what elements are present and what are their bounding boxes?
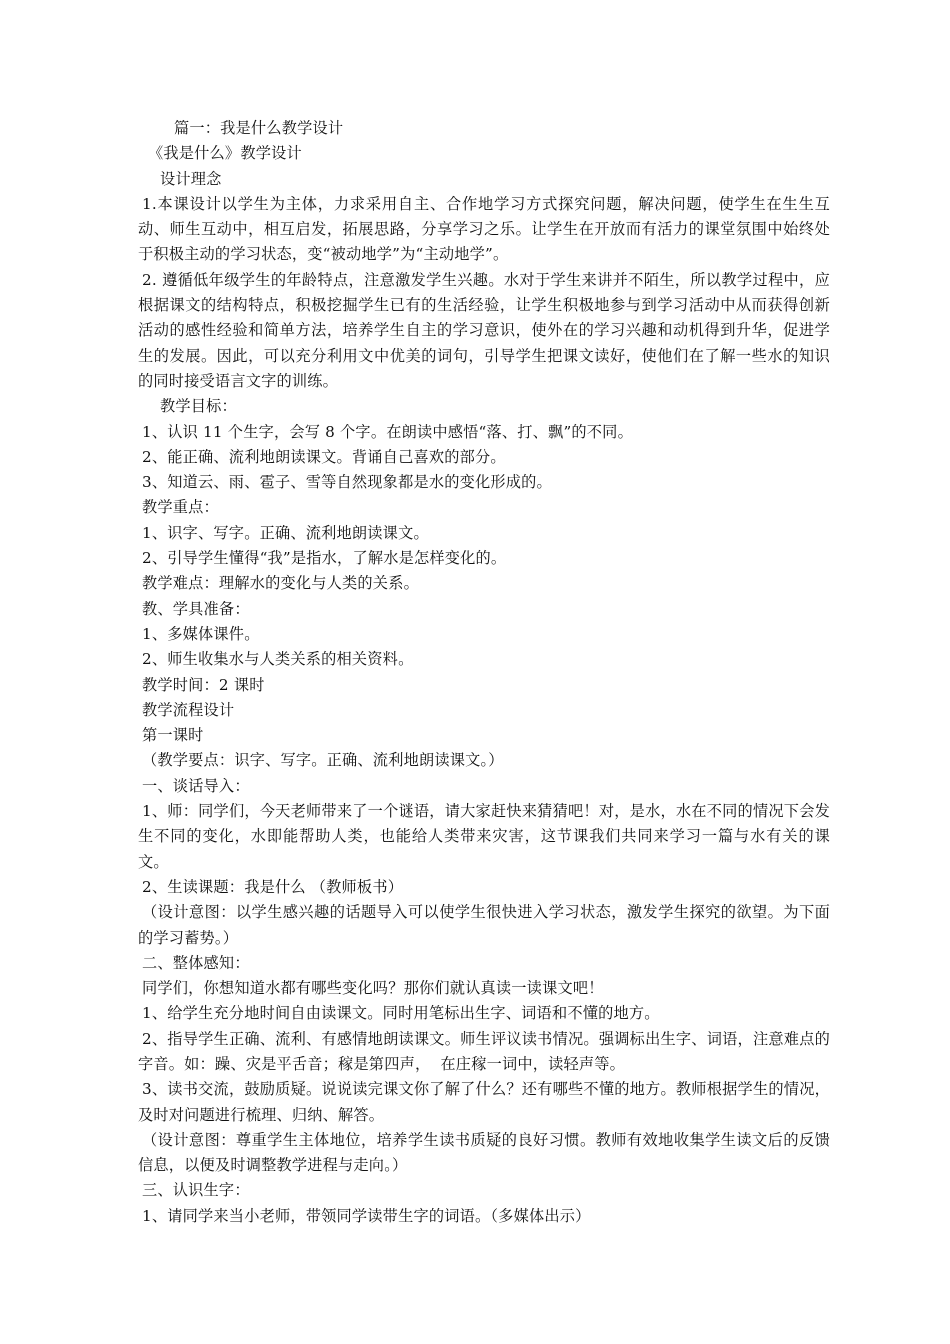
section-heading: 设计理念: [160, 169, 222, 188]
list-item: 1、请同学来当小老师，带领同学读带生字的词语。（多媒体出示）: [142, 1206, 591, 1225]
section-heading: 一、谈话导入：: [142, 776, 250, 795]
list-item: 1、认识 11 个生字，会写 8 个字。在朗读中感悟“落、打、飘”的不同。: [142, 422, 633, 441]
list-item: 2、师生收集水与人类关系的相关资料。: [142, 650, 414, 669]
list-item: 2、引导学生懂得“我”是指水，了解水是怎样变化的。: [142, 549, 507, 568]
list-item: 3、知道云、雨、雹子、雪等自然现象都是水的变化形成的。: [142, 473, 552, 492]
paragraph: 2. 遵循低年级学生的年龄特点，注意激发学生兴趣。水对于学生来讲并不陌生，所以教学过程中，应根据课文的结构特点，积极挖掘学生已有的生活经验，让学生积极地参与到学习活动中从而获得创新活动的感性经验和简单方法，培养学生自主的学习意识，使外在的学习兴趣和动机得到升华，促进学生的发展。因此，可以充分利用文中优美的词句，引导学生把课文读好，使他们在了解一些水的知识的同时接受语言文字的训练。: [138, 270, 830, 390]
section-heading: 三、认识生字：: [142, 1181, 250, 1200]
list-item: 1、给学生充分地时间自由读课文。同时用笔标出生字、词语和不懂的地方。: [142, 1004, 660, 1023]
paragraph: （设计意图：尊重学生主体地位，培养学生读书质疑的良好习惯。教师有效地收集学生读文后的反馈信息，以便及时调整教学进程与走向。）: [138, 1130, 830, 1175]
list-item: 1、多媒体课件。: [142, 624, 260, 643]
section-heading: 教学目标：: [160, 397, 237, 416]
list-item: 2、生读课题：我是什么 （教师板书）: [142, 877, 404, 896]
document-subtitle: 《我是什么》教学设计: [148, 144, 302, 163]
paragraph: 3、读书交流，鼓励质疑。说说读完课文你了解了什么？还有哪些不懂的地方。教师根据学生的情况，及时对问题进行梳理、归纳、解答。: [138, 1080, 830, 1124]
section-heading: 教、学具准备：: [142, 599, 250, 618]
section-heading: 教学时间：2 课时: [142, 675, 265, 694]
paragraph: 1、师：同学们，今天老师带来了一个谜语，请大家赶快来猜猜吧！对，是水，水在不同的情况下会发生不同的变化，水即能帮助人类，也能给人类带来灾害，这节课我们共同来学习一篇与水有关的课文。: [138, 802, 830, 871]
list-item: 1、识字、写字。正确、流利地朗读课文。: [142, 523, 429, 542]
section-heading: 教学流程设计: [142, 700, 235, 719]
list-item: 2、能正确、流利地朗读课文。背诵自己喜欢的部分。: [142, 447, 506, 466]
paragraph: 同学们，你想知道水都有哪些变化吗？那你们就认真读一读课文吧！: [142, 979, 604, 998]
paragraph: 1.本课设计以学生为主体，力求采用自主、合作地学习方式探究问题，解决问题，使学生在生生互动、师生互动中，相互启发，拓展思路，分享学习之乐。让学生在开放而有活力的课堂氛围中始终处于积极主动的学习状态，变“被动地学”为“主动地学”。: [138, 194, 830, 264]
section-heading: 教学难点：理解水的变化与人类的关系。: [142, 574, 419, 593]
section-heading: 教学重点：: [142, 498, 219, 517]
paragraph: （设计意图：以学生感兴趣的话题导入可以使学生很快进入学习状态，激发学生探究的欲望。为下面的学习蓄势。）: [138, 903, 830, 947]
paragraph: （教学要点：识字、写字。正确、流利地朗读课文。）: [142, 751, 504, 770]
paragraph: 2、指导学生正确、流利、有感情地朗读课文。师生评议读书情况。强调标出生字、词语，注意难点的字音。如：躁、灾是平舌音；稼是第四声， 在庄稼一词中，读轻声等。: [138, 1029, 830, 1073]
section-heading: 二、整体感知：: [142, 953, 250, 972]
section-heading: 第一课时: [142, 726, 204, 745]
document-title: 篇一：我是什么教学设计: [174, 119, 344, 137]
